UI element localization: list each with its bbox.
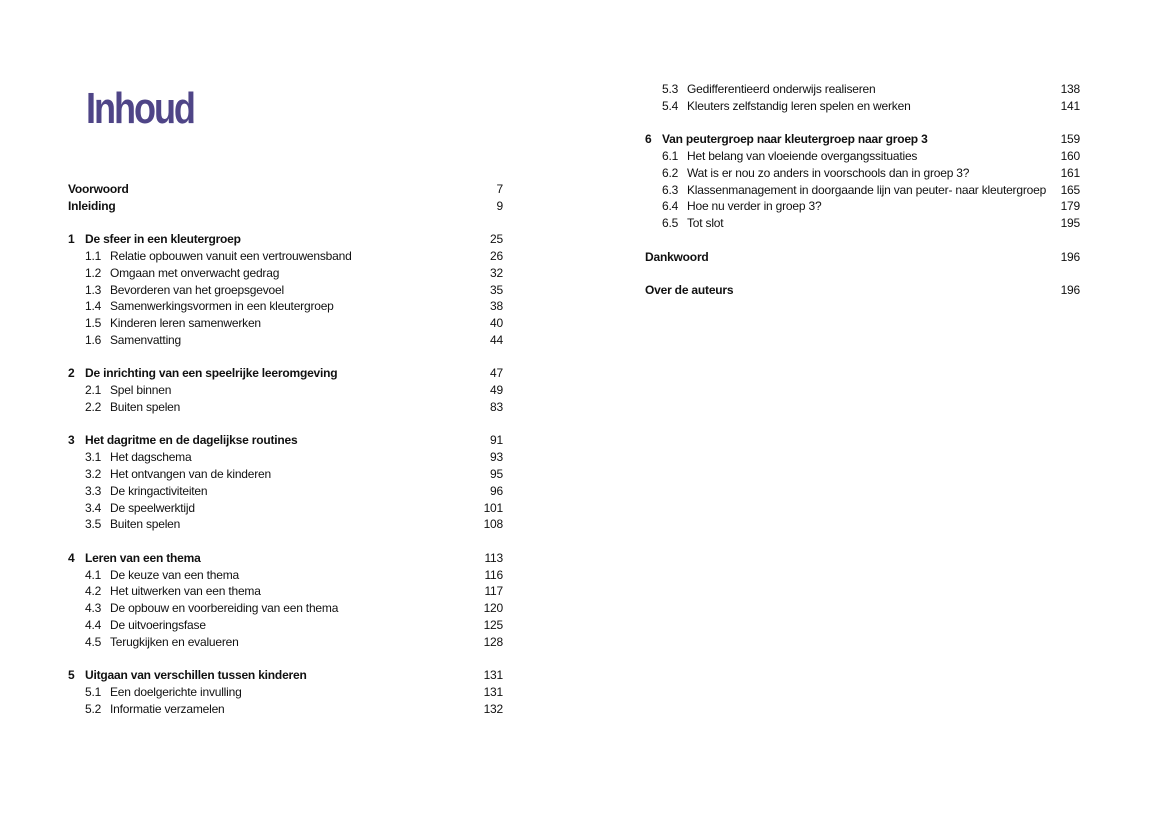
- toc-entry-page: 113: [484, 550, 503, 565]
- toc-entry-number: 6.5: [662, 216, 679, 231]
- toc-entry-3-4-de-speelwerktijd: [68, 500, 503, 517]
- toc-entry-page: 116: [484, 567, 503, 582]
- toc-entry-3-2-het-ontvangen-van-de-kinderen: [68, 466, 503, 483]
- toc-entry-page: 159: [1060, 132, 1080, 147]
- toc-entry-6-5-tot-slot: [645, 215, 1080, 232]
- toc-entry-number: 2.1: [85, 383, 102, 398]
- toc-entry-title: Kleuters zelfstandig leren spelen en werken: [687, 98, 911, 113]
- toc-entry-1-3-bevorderen-van-het-groepsgevoel: [68, 282, 503, 299]
- toc-spacer: [645, 115, 1080, 132]
- toc-entry-page: 161: [1060, 165, 1080, 180]
- toc-entry-number: 1.3: [85, 282, 102, 297]
- toc-entry-title: Gedifferentieerd onderwijs realiseren: [687, 82, 876, 96]
- toc-right-column: [645, 81, 1080, 299]
- toc-entry-title: Voorwoord: [68, 182, 129, 196]
- toc-entry-title: Dankwoord: [645, 249, 709, 264]
- toc-entry-title: Tot slot: [687, 216, 724, 231]
- toc-entry-4-leren-van-een-thema: [68, 550, 503, 567]
- toc-entry-number: 3.3: [85, 483, 102, 498]
- toc-entry-number: 1: [68, 232, 75, 247]
- toc-entry-voorwoord: [68, 181, 503, 198]
- toc-entry-number: 4.2: [85, 584, 102, 599]
- toc-entry-page: 117: [484, 584, 503, 599]
- toc-entry-number: 3.1: [85, 450, 102, 465]
- toc-entry-number: 4: [68, 550, 75, 565]
- toc-entry-6-4-hoe-nu-verder-in-groep-3: [645, 198, 1080, 215]
- toc-entry-page: 95: [490, 466, 503, 481]
- toc-entry-page: 25: [490, 232, 503, 247]
- toc-entry-2-2-buiten-spelen: [68, 399, 503, 416]
- toc-entry-title: Leren van een thema: [85, 550, 201, 565]
- toc-entry-4-3-de-opbouw-en-voorbereiding-van-een-thema: [68, 600, 503, 617]
- toc-entry-1-de-sfeer-in-een-kleutergroep: [68, 231, 503, 248]
- toc-entry-title: Inleiding: [68, 198, 116, 213]
- toc-entry-page: 93: [490, 450, 503, 465]
- toc-entry-title: Samenwerkingsvormen in een kleutergroep: [110, 299, 334, 314]
- toc-entry-5-3-gedifferentieerd-onderwijs-realiseren: [645, 81, 1080, 98]
- toc-entry-page: 83: [490, 399, 503, 414]
- toc-spacer: [68, 215, 503, 232]
- toc-entry-page: 196: [1060, 249, 1080, 264]
- page-title: Inhoud: [86, 84, 194, 133]
- toc-entry-page: 9: [496, 198, 503, 213]
- toc-entry-1-6-samenvatting: [68, 332, 503, 349]
- toc-entry-number: 2.2: [85, 399, 102, 414]
- toc-entry-title: De uitvoeringsfase: [110, 617, 206, 632]
- toc-entry-number: 5: [68, 668, 75, 683]
- toc-entry-number: 4.3: [85, 601, 102, 616]
- toc-entry-title: De keuze van een thema: [110, 567, 240, 582]
- toc-entry-title: Van peutergroep naar kleutergroep naar groep 3: [662, 132, 928, 147]
- toc-entry-5-1-een-doelgerichte-invulling: [68, 684, 503, 701]
- toc-entry-page: 160: [1060, 148, 1080, 163]
- toc-entry-page: 49: [490, 383, 503, 398]
- toc-entry-page: 131: [483, 684, 503, 699]
- toc-entry-1-1-relatie-opbouwen-vanuit-een-vertrouwensband: [68, 248, 503, 265]
- toc-entry-2-de-inrichting-van-een-speelrijke-leeromgeving: [68, 365, 503, 382]
- toc-entry-page: 38: [490, 299, 503, 314]
- toc-entry-number: 6.1: [662, 148, 679, 163]
- toc-entry-number: 3.2: [85, 466, 102, 481]
- toc-entry-page: 141: [1060, 98, 1080, 113]
- toc-entry-1-2-omgaan-met-onverwacht-gedrag: [68, 265, 503, 282]
- toc-entry-page: 128: [483, 634, 503, 649]
- toc-entry-page: 165: [1060, 182, 1080, 197]
- toc-entry-3-5-buiten-spelen: [68, 516, 503, 533]
- toc-entry-number: 1.6: [85, 332, 102, 347]
- toc-entry-6-1-het-belang-van-vloeiende-overgangssituaties: [645, 148, 1080, 165]
- toc-entry-title: De opbouw en voorbereiding van een thema: [110, 601, 339, 616]
- toc-entry-number: 6: [645, 132, 652, 147]
- toc-spacer: [68, 349, 503, 366]
- toc-entry-page: 32: [490, 265, 503, 280]
- toc-entry-6-3-klassenmanagement-in-doorgaande-lijn-van-peuter-naar-kleutergroep: [645, 182, 1080, 199]
- toc-entry-title: Informatie verzamelen: [110, 701, 225, 716]
- toc-entry-3-1-het-dagschema: [68, 449, 503, 466]
- toc-entry-4-2-het-uitwerken-van-een-thema: [68, 583, 503, 600]
- toc-entry-title: Wat is er nou zo anders in voorschools dan in groep 3?: [687, 165, 970, 180]
- toc-entry-title: Over de auteurs: [645, 282, 734, 297]
- toc-entry-number: 5.2: [85, 701, 102, 716]
- toc-entry-page: 91: [490, 433, 503, 448]
- toc-entry-title: De inrichting van een speelrijke leeromgeving: [85, 366, 338, 381]
- toc-entry-page: 120: [483, 601, 503, 616]
- toc-entry-4-4-de-uitvoeringsfase: [68, 617, 503, 634]
- toc-spacer: [645, 265, 1080, 282]
- toc-entry-2-1-spel-binnen: [68, 382, 503, 399]
- toc-entry-inleiding: [68, 198, 503, 215]
- toc-entry-number: 4.4: [85, 617, 102, 632]
- toc-spacer: [645, 232, 1080, 249]
- toc-entry-title: Hoe nu verder in groep 3?: [687, 199, 822, 214]
- toc-entry-title: Buiten spelen: [110, 517, 181, 532]
- toc-entry-page: 44: [490, 332, 503, 347]
- toc-entry-number: 5.3: [662, 82, 679, 96]
- toc-entry-number: 1.5: [85, 316, 102, 331]
- toc-entry-number: 1.2: [85, 265, 102, 280]
- toc-left-column: [68, 181, 503, 717]
- toc-spacer: [68, 416, 503, 433]
- toc-entry-title: Omgaan met onverwacht gedrag: [110, 265, 280, 280]
- toc-entry-title: Het ontvangen van de kinderen: [110, 466, 271, 481]
- toc-entry-title: Terugkijken en evalueren: [110, 634, 239, 649]
- toc-entry-number: 6.3: [662, 182, 679, 197]
- toc-entry-number: 6.2: [662, 165, 679, 180]
- toc-entry-page: 40: [490, 316, 503, 331]
- toc-entry-number: 3.5: [85, 517, 102, 532]
- toc-entry-over-de-auteurs: [645, 282, 1080, 299]
- toc-entry-6-2-wat-is-er-nou-zo-anders-in-voorschools-dan-in-groep-3: [645, 165, 1080, 182]
- toc-entry-title: Uitgaan van verschillen tussen kinderen: [85, 668, 307, 683]
- toc-entry-page: 131: [483, 668, 503, 683]
- toc-entry-title: Buiten spelen: [110, 399, 181, 414]
- toc-entry-dankwoord: [645, 249, 1080, 266]
- toc-entry-3-3-de-kringactiviteiten: [68, 483, 503, 500]
- toc-entry-3-het-dagritme-en-de-dagelijkse-routines: [68, 432, 503, 449]
- toc-entry-number: 4.1: [85, 567, 102, 582]
- toc-entry-5-uitgaan-van-verschillen-tussen-kinderen: [68, 667, 503, 684]
- toc-entry-page: 47: [490, 366, 503, 381]
- toc-entry-1-4-samenwerkingsvormen-in-een-kleutergroep: [68, 298, 503, 315]
- toc-entry-title: Het dagritme en de dagelijkse routines: [85, 433, 298, 448]
- toc-entry-title: Bevorderen van het groepsgevoel: [110, 282, 284, 297]
- toc-entry-title: Het dagschema: [110, 450, 192, 465]
- toc-entry-title: De speelwerktijd: [110, 500, 195, 515]
- toc-entry-page: 179: [1060, 199, 1080, 214]
- toc-entry-title: De sfeer in een kleutergroep: [85, 232, 241, 247]
- toc-entry-page: 125: [483, 617, 503, 632]
- toc-entry-number: 2: [68, 366, 75, 381]
- toc-entry-page: 96: [490, 483, 503, 498]
- toc-entry-title: Klassenmanagement in doorgaande lijn van peuter- naar kleutergroep: [687, 182, 1047, 197]
- toc-spacer: [68, 533, 503, 550]
- toc-entry-title: Het uitwerken van een thema: [110, 584, 261, 599]
- toc-entry-6-van-peutergroep-naar-kleutergroep-naar-groep-3: [645, 131, 1080, 148]
- toc-entry-page: 26: [490, 248, 503, 263]
- toc-entry-4-1-de-keuze-van-een-thema: [68, 567, 503, 584]
- toc-entry-number: 6.4: [662, 199, 679, 214]
- toc-entry-1-5-kinderen-leren-samenwerken: [68, 315, 503, 332]
- toc-entry-page: 138: [1060, 82, 1080, 96]
- toc-entry-page: 35: [490, 282, 503, 297]
- toc-entry-4-5-terugkijken-en-evalueren: [68, 634, 503, 651]
- toc-entry-number: 5.1: [85, 684, 102, 699]
- toc-entry-title: De kringactiviteiten: [110, 483, 208, 498]
- toc-entry-page: 108: [483, 517, 503, 532]
- toc-entry-number: 3: [68, 433, 75, 448]
- toc-entry-page: 195: [1060, 216, 1080, 231]
- toc-entry-title: Het belang van vloeiende overgangssituaties: [687, 148, 918, 163]
- toc-entry-number: 5.4: [662, 98, 679, 113]
- toc-entry-number: 3.4: [85, 500, 102, 515]
- toc-entry-number: 1.1: [85, 248, 102, 263]
- toc-entry-title: Een doelgerichte invulling: [110, 684, 242, 699]
- toc-entry-5-2-informatie-verzamelen: [68, 701, 503, 718]
- toc-spacer: [68, 651, 503, 668]
- toc-entry-page: 101: [483, 500, 503, 515]
- toc-entry-title: Spel binnen: [110, 383, 172, 398]
- toc-entry-number: 1.4: [85, 299, 102, 314]
- toc-entry-page: 132: [483, 701, 503, 716]
- toc-entry-5-4-kleuters-zelfstandig-leren-spelen-en-werken: [645, 98, 1080, 115]
- toc-entry-page: 7: [496, 182, 503, 196]
- toc-entry-title: Samenvatting: [110, 332, 181, 347]
- toc-entry-title: Relatie opbouwen vanuit een vertrouwensband: [110, 248, 352, 263]
- toc-entry-title: Kinderen leren samenwerken: [110, 316, 261, 331]
- toc-entry-page: 196: [1060, 282, 1080, 297]
- toc-entry-number: 4.5: [85, 634, 102, 649]
